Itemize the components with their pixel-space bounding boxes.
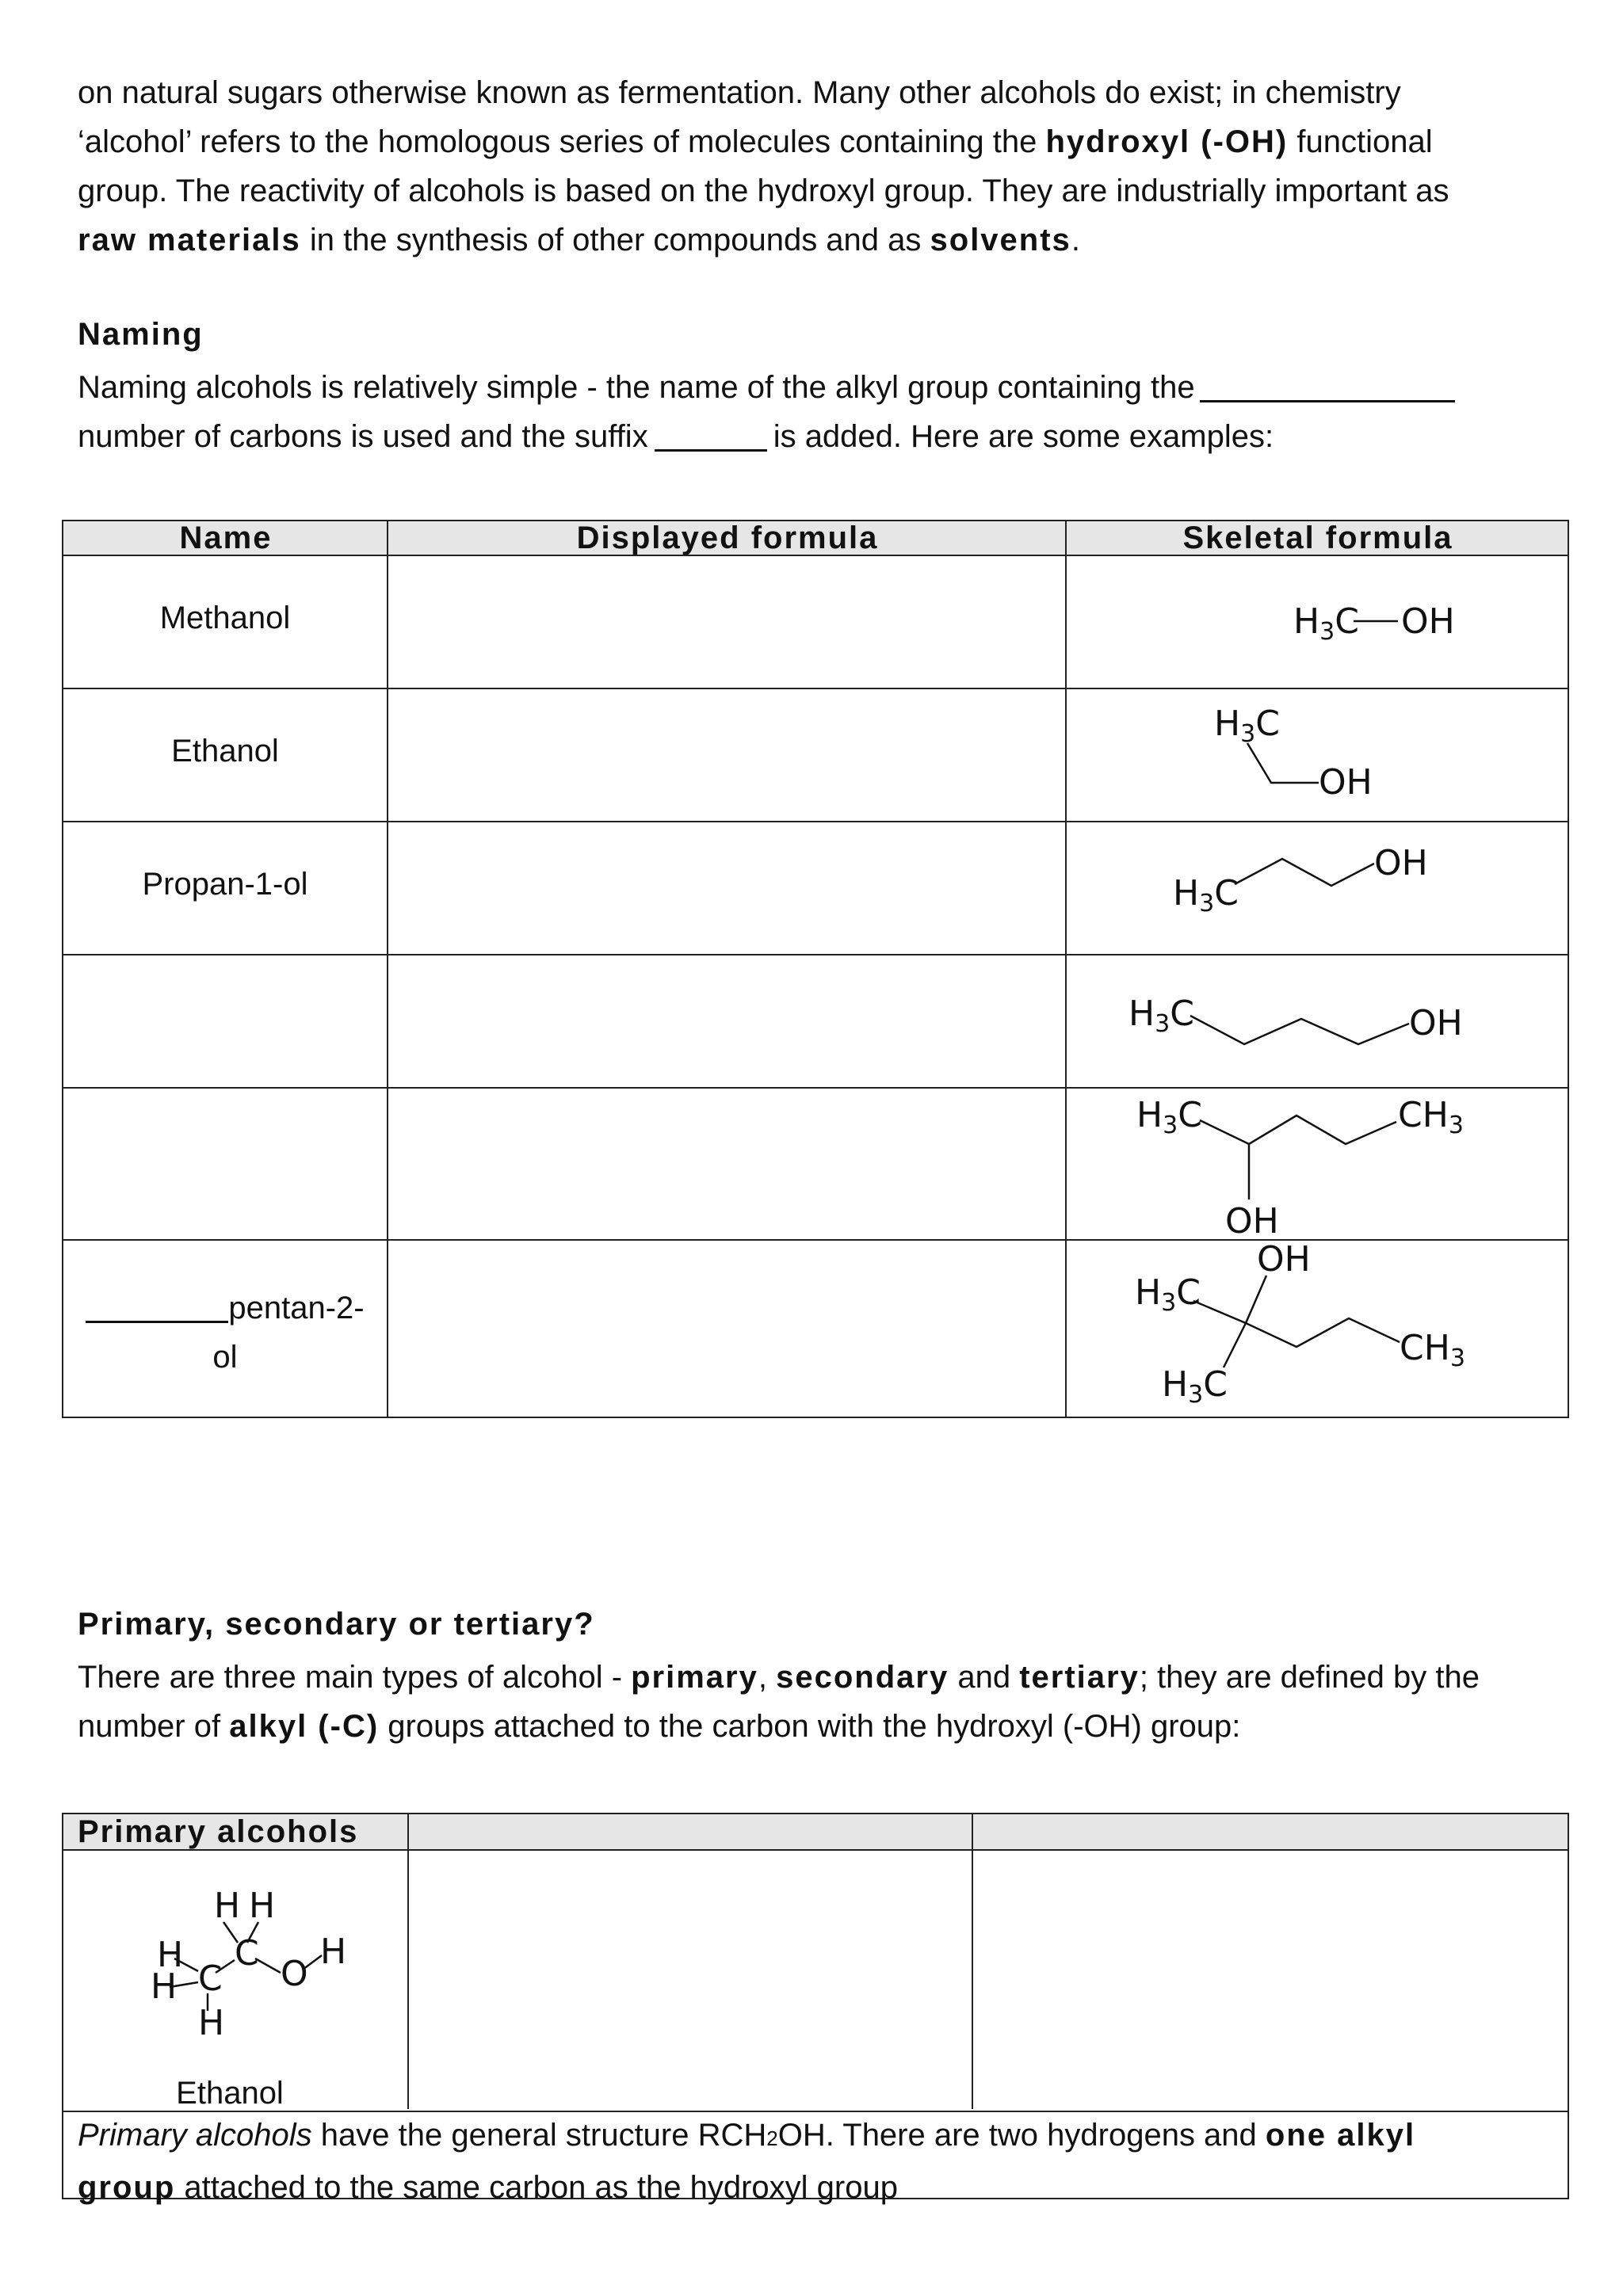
types-heading: Primary, secondary or tertiary? (78, 1607, 595, 1642)
header-displayed-formula: Displayed formula (576, 521, 879, 555)
row-name-ethanol: Ethanol (171, 734, 279, 769)
svg-text:OH: OH (1401, 601, 1455, 642)
blank-fill-in[interactable] (86, 1289, 228, 1323)
svg-text:CH3: CH3 (1400, 1328, 1465, 1372)
methanol-skeletal-formula (1067, 556, 1568, 688)
intro-line-4: raw materials in the synthesis of other compounds and as solvents. (78, 223, 1080, 257)
svg-text:OH: OH (1257, 1241, 1311, 1280)
svg-text:H3C: H3C (1136, 1095, 1202, 1139)
propan-1-ol-skeletal-formula (1067, 822, 1568, 954)
naming-line-2: number of carbons is used and the suffix is added. Here are some examples: (78, 419, 1274, 454)
naming-table (62, 520, 1569, 1418)
svg-text:OH: OH (1319, 762, 1373, 803)
svg-text:H: H (198, 2003, 225, 2043)
ethanol-skeletal-formula (1067, 689, 1568, 821)
svg-text:O: O (281, 1954, 308, 1994)
methylpentan-2-ol-skeletal-formula (1067, 1241, 1568, 1418)
svg-text:H: H (157, 1935, 184, 1975)
svg-text:H: H (214, 1886, 241, 1926)
ethanol-caption: Ethanol (176, 2076, 284, 2111)
svg-text:C: C (235, 1933, 259, 1974)
svg-text:H3C: H3C (1214, 704, 1280, 748)
primary-alcohols-table (62, 1813, 1569, 2205)
intro-paragraph (78, 68, 1568, 265)
svg-text:H3C: H3C (1128, 994, 1194, 1038)
primary-alcohols-heading: Primary alcohols (78, 1814, 359, 1849)
header-name: Name (179, 521, 273, 555)
svg-text:H3C: H3C (1173, 873, 1239, 917)
svg-text:OH: OH (1225, 1201, 1279, 1239)
types-line-1: There are three main types of alcohol - primary, secondary and tertiary; they are defined by the (78, 1660, 1480, 1695)
naming-line-1: Naming alcohols is relatively simple - the name of the alkyl group containing the (78, 363, 1568, 412)
svg-text:CH3: CH3 (1398, 1095, 1464, 1139)
row-name-pentan-2-ol: pentan-2- ol (63, 1283, 387, 1382)
svg-text:OH: OH (1374, 843, 1428, 883)
svg-text:H: H (320, 1932, 347, 1972)
butan-2-ol-skeletal-formula (1067, 1089, 1568, 1239)
row-name-propan-1-ol: Propan-1-ol (142, 867, 308, 902)
svg-text:H3C: H3C (1135, 1272, 1201, 1317)
row-name-methanol: Methanol (159, 601, 291, 635)
intro-line-1: on natural sugars otherwise known as fermentation. Many other alcohols do exist; in chemistry (78, 75, 1401, 110)
intro-line-2: ‘alcohol’ refers to the homologous series of molecules containing the hydroxyl (-OH) functional (78, 124, 1433, 159)
header-skeletal-formula: Skeletal formula (1182, 521, 1453, 555)
butan-1-ol-skeletal-formula (1067, 955, 1568, 1087)
types-paragraph (78, 1653, 1568, 1751)
svg-text:H3C: H3C (1293, 601, 1359, 646)
blank-fill-in[interactable] (655, 419, 767, 452)
svg-text:H: H (151, 1966, 178, 2007)
naming-paragraph (78, 363, 1568, 461)
intro-line-3: group. The reactivity of alcohols is based on the hydroxyl group. They are industrially important as (78, 174, 1449, 208)
svg-text:C: C (198, 1958, 223, 1999)
ethanol-displayed-formula (79, 1854, 406, 2107)
types-line-2: number of alkyl (-C) groups attached to the carbon with the hydroxyl (-OH) group: (78, 1709, 1241, 1744)
svg-text:OH: OH (1409, 1003, 1463, 1043)
primary-description: Primary alcohols have the general structure RCH2OH. There are two hydrogens and one alkyl group attached to the same carbon as the hydroxyl group (78, 2118, 1416, 2205)
svg-text:H3C: H3C (1162, 1364, 1228, 1409)
naming-heading: Naming (78, 317, 204, 352)
svg-text:H: H (249, 1886, 276, 1926)
blank-fill-in[interactable] (1200, 370, 1455, 402)
